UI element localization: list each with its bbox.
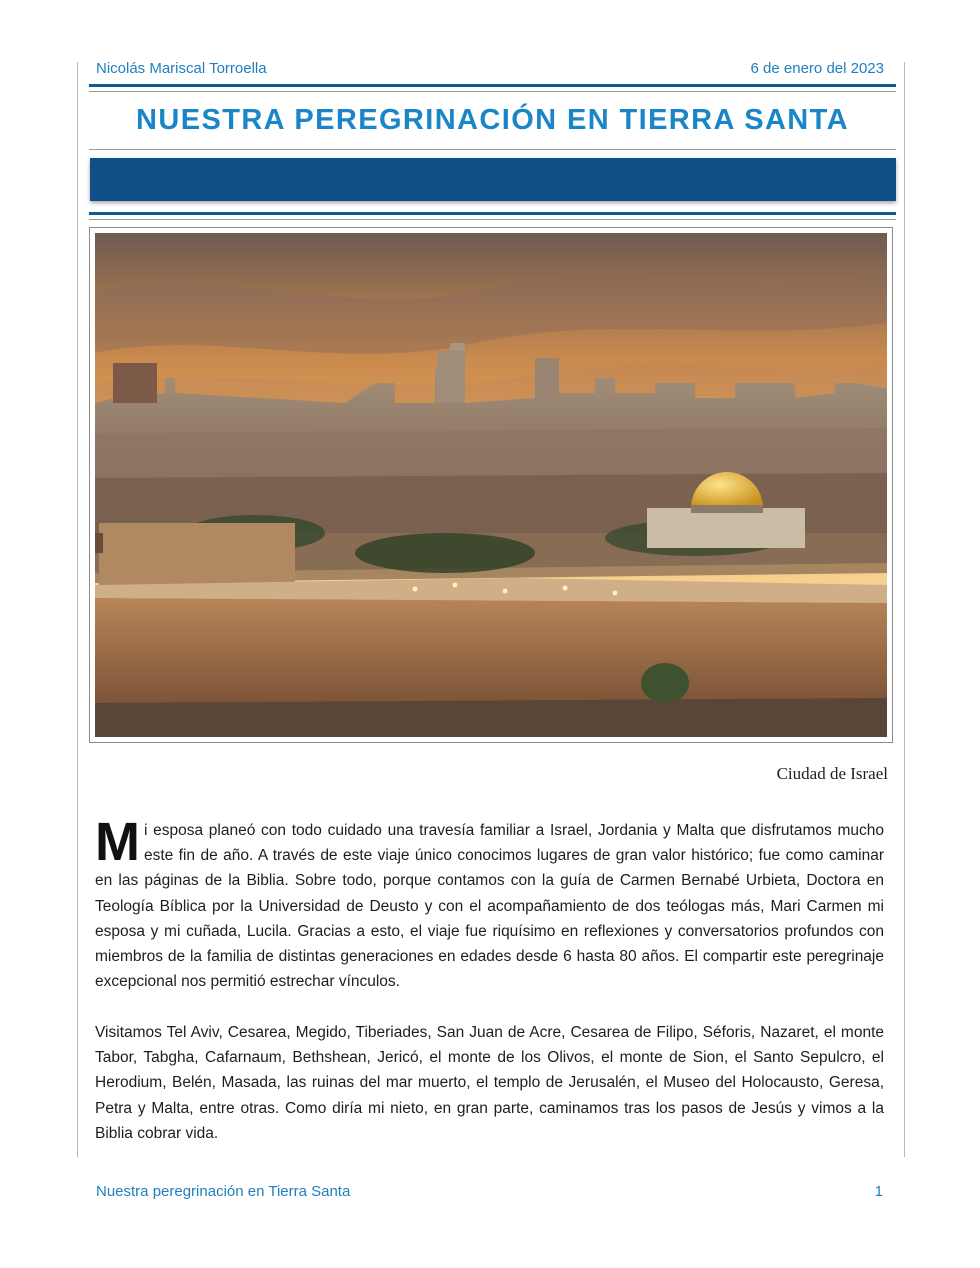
article-paragraph-2: Visitamos Tel Aviv, Cesarea, Megido, Tiberiades, San Juan de Acre, Cesarea de Filipo, Séforis, Nazaret, el monte Tabor, Tabgha, Cafarnaum, Bethshean, Jericó, el monte de los Olivos, el monte de Sion, el Santo Sepulcro, el Herodium, Belén, Masada, las ruinas del mar muerto, el templo de Jerusalén, el Museo del Holocausto, Geresa, Petra y Malta, entre otras. Como diría mi nieto, en gran parte, caminamos tras los pasos de Jesús y vimos a la Biblia cobrar vida. <box>95 1024 884 1142</box>
left-margin-line <box>77 62 78 1157</box>
banner-bar <box>90 158 896 201</box>
photo-frame <box>89 227 893 743</box>
header-rule-thin <box>89 91 896 92</box>
header-rule <box>89 84 896 87</box>
header-date: 6 de enero del 2023 <box>750 60 884 77</box>
page-title: NUESTRA PEREGRINACIÓN EN TIERRA SANTA <box>136 104 849 136</box>
photo-caption: Ciudad de Israel <box>776 764 888 783</box>
header-author: Nicolás Mariscal Torroella <box>96 60 267 77</box>
article-paragraph-1 <box>95 812 884 994</box>
drop-cap: M <box>95 812 140 872</box>
footer-title: Nuestra peregrinación en Tierra Santa <box>96 1183 351 1200</box>
page-number: 1 <box>874 1183 883 1200</box>
paragraph-1-text: i esposa planeó con todo cuidado una travesía familiar a Israel, Jordania y Malta que disfrutamos mucho este fin de año. A través de este viaje único conocimos lugares de gran valor histórico; fue como caminar en las páginas de la Biblia. Sobre todo, porque contamos con la guía de Carmen Bernabé Urbieta, Doctora en Teología Bíblica por la Universidad de Deusto y con el acompañamiento de dos teólogas más, Mari Carmen mi esposa y mi cuñada, Lucila. Gracias a esto, el viaje fue riquísimo en reflexiones y conversatorios profundos con miembros de la familia de distintas generaciones en edades desde 6 hasta 80 años. El compartir este peregrinaje excepcional nos permitió estrechar vínculos. <box>95 822 884 991</box>
title-rule <box>89 149 896 150</box>
jerusalem-skyline-photo <box>95 233 887 737</box>
banner-rule <box>89 212 896 215</box>
banner-rule-thin <box>89 219 896 220</box>
right-margin-line <box>904 62 905 1157</box>
